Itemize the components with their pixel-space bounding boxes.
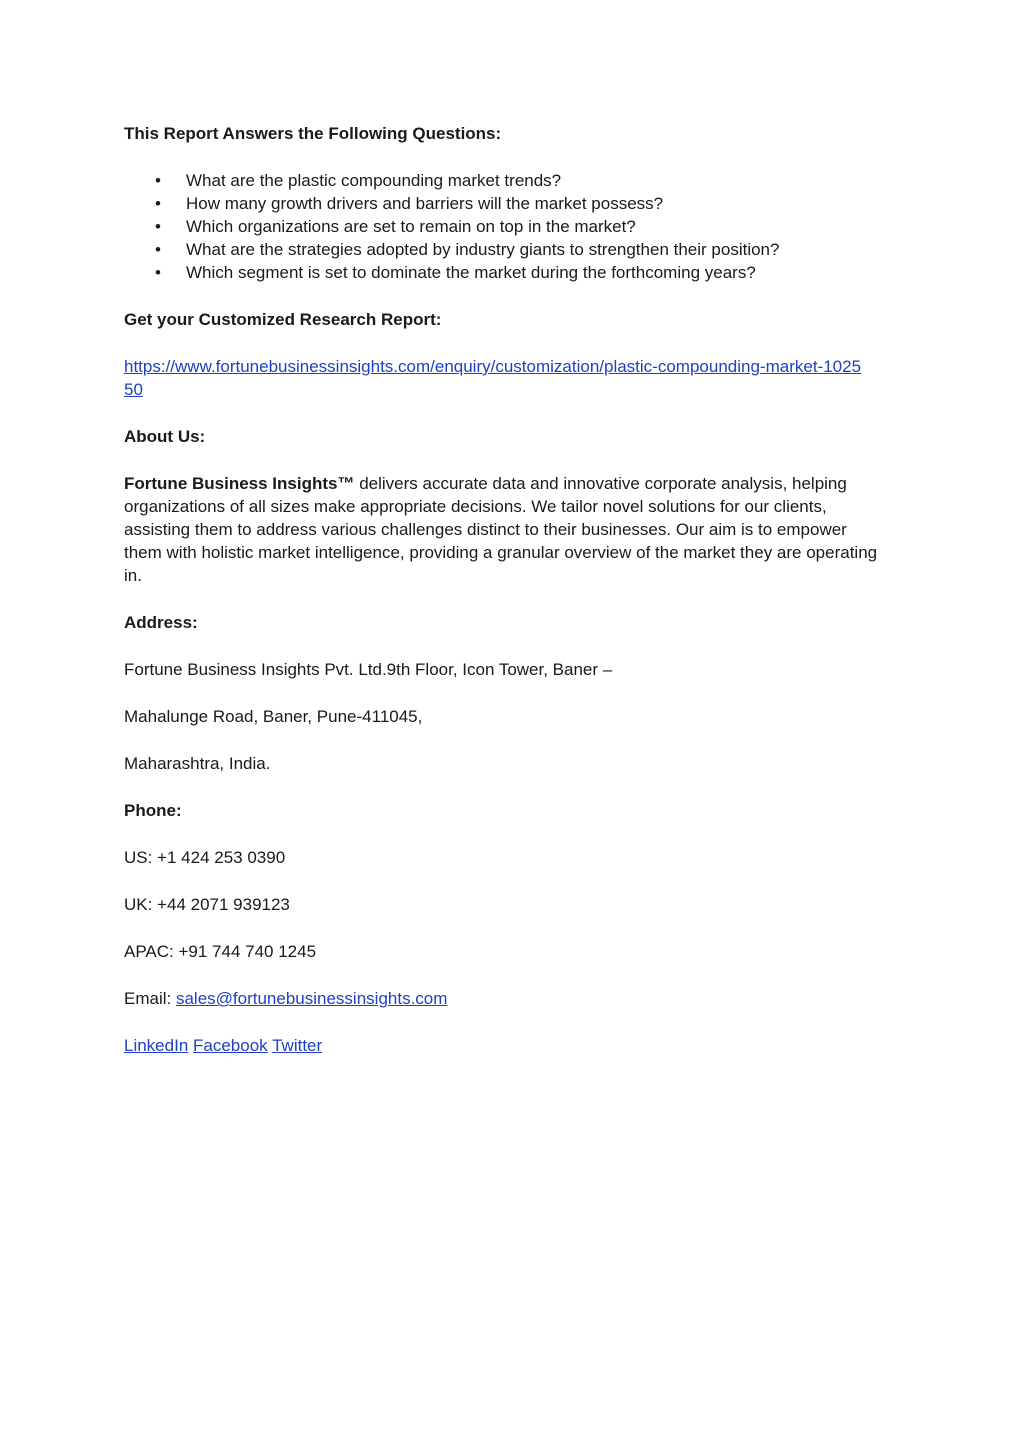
list-item: • Which segment is set to dominate the market during the forthcoming years? (155, 263, 756, 282)
customization-link[interactable]: https://www.fortunebusinessinsights.com/enquiry/customization/plastic-compounding-market-102550 (124, 357, 862, 399)
address-line-1: Fortune Business Insights Pvt. Ltd.9th Floor, Icon Tower, Baner – (124, 660, 613, 679)
list-item: • What are the strategies adopted by industry giants to strengthen their position? (155, 240, 780, 259)
about-description: delivers accurate data and innovative corporate analysis, helping organizations of all sizes make appropriate decisions. We tailor novel solutions for our clients, assisting them to address various challenges distinct to their businesses. Our aim is to empower them with holistic market intelligence, providing a granular overview of the market they are operating in. (124, 474, 878, 585)
questions-list (124, 169, 884, 284)
email-label: Email: (124, 989, 176, 1008)
social-links (124, 1034, 884, 1057)
bullet-icon: • (155, 263, 161, 282)
phone-us: US: +1 424 253 0390 (124, 848, 286, 867)
list-item: • How many growth drivers and barriers will the market possess? (155, 194, 664, 213)
phone-heading: Phone: (124, 801, 182, 820)
twitter-link[interactable]: Twitter (272, 1036, 323, 1055)
about-heading: About Us: (124, 427, 206, 446)
bullet-icon: • (155, 240, 161, 259)
email-link[interactable]: sales@fortunebusinessinsights.com (175, 989, 448, 1008)
customization-url-paragraph (124, 355, 869, 401)
bullet-icon: • (155, 194, 161, 213)
phone-apac: APAC: +91 744 740 1245 (124, 942, 317, 961)
address-heading: Address: (124, 613, 198, 632)
address-line-2: Mahalunge Road, Baner, Pune-411045, (124, 707, 423, 726)
list-item: • Which organizations are set to remain on top in the market? (155, 217, 636, 236)
questions-heading: This Report Answers the Following Questions: (124, 124, 502, 143)
phone-uk: UK: +44 2071 939123 (124, 895, 290, 914)
email-line (124, 987, 884, 1010)
address-line-3: Maharashtra, India. (124, 754, 271, 773)
customization-heading: Get your Customized Research Report: (124, 310, 442, 329)
company-name: Fortune Business Insights™ (124, 474, 355, 493)
list-item: • What are the plastic compounding market trends? (155, 171, 562, 190)
facebook-link[interactable]: Facebook (193, 1036, 268, 1055)
bullet-icon: • (155, 171, 161, 190)
about-paragraph (124, 472, 884, 587)
bullet-icon: • (155, 217, 161, 236)
linkedin-link[interactable]: LinkedIn (124, 1036, 189, 1055)
document-page (124, 122, 884, 1057)
